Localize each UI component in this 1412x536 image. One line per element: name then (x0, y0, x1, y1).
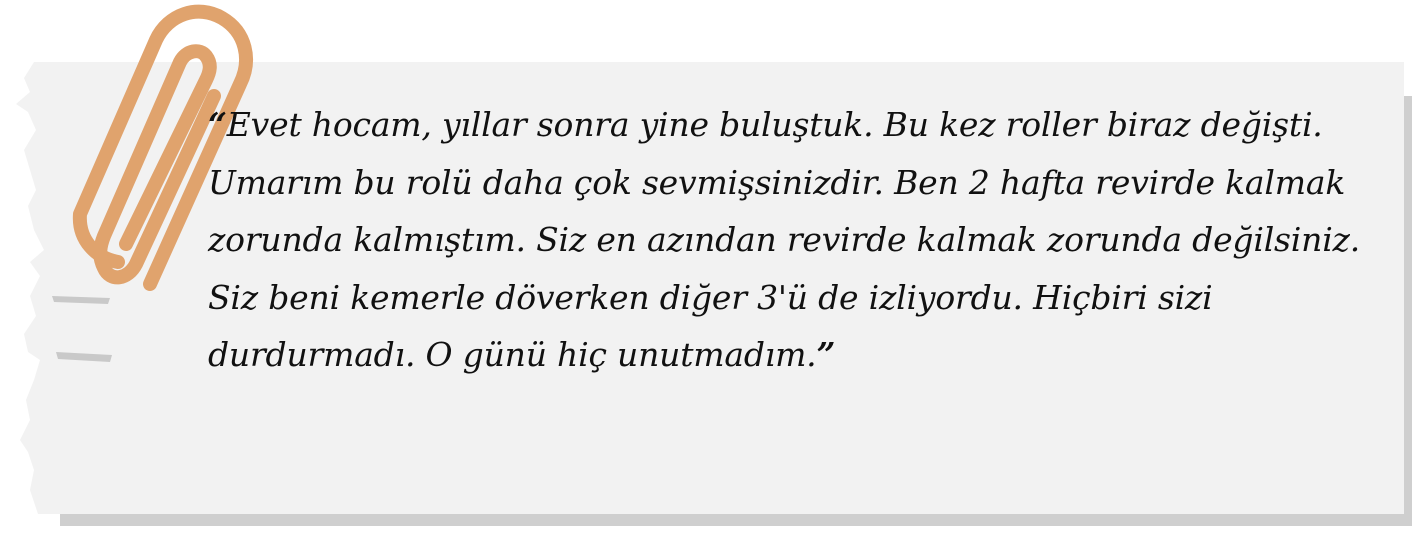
close-quote: ” (816, 335, 836, 374)
open-quote: “ (208, 105, 227, 144)
note-body: Evet hocam, yıllar sonra yine buluştuk. Bu kez roller biraz değişti. Umarım bu rolü daha çok sevmişsinizdir. Ben 2 hafta revirde kalmak zorunda kalmıştım. Siz en azından revirde kalmak zorunda değilsiniz. Siz beni kemerle döverken diğer 3'ü de izliyordu. Hiçbiri sizi durdurmadı. O günü hiç unutmadım. (208, 105, 1361, 374)
note-text-block (208, 96, 1368, 384)
